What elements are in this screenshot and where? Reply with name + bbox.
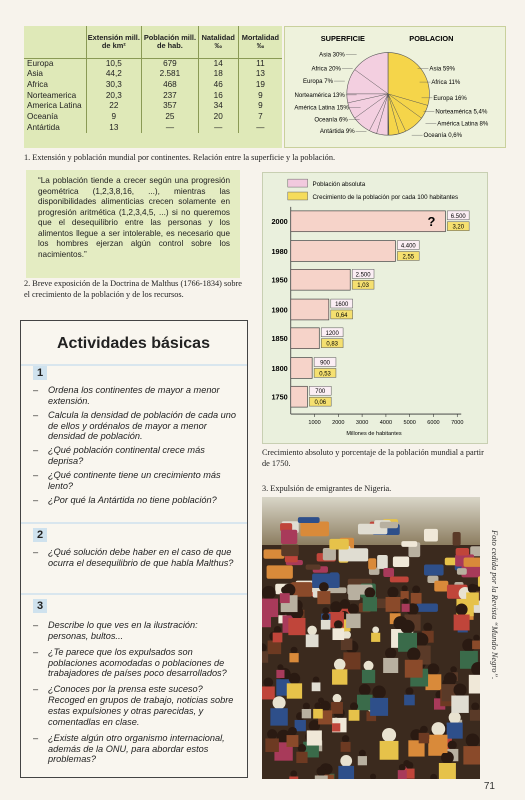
absolute-value-label: 4.400 [400,243,416,250]
divider [21,364,247,366]
extension-value: 9 [86,112,142,123]
absolute-value-label: 900 [320,360,331,367]
luggage-bundle [267,565,293,578]
luggage-bundle [456,548,469,555]
pie-population-label: Asia 59% [429,65,456,73]
continents-table [24,26,282,148]
person-body [262,616,271,628]
person-body [370,698,388,716]
pie-title-surface: SUPERFICIE [320,33,365,43]
continent-name: Oceanía [27,112,58,122]
person-head [342,735,349,742]
person-body [262,686,275,699]
pie-population-half [388,53,429,136]
person-head [359,684,371,696]
question-item: – ¿Por qué la Antártida no tiene población? [33,495,239,506]
x-tick-label: 6000 [427,419,440,426]
population-bar [291,299,329,320]
caption-chart: Crecimiento absoluto y porcentaje de la población mundial a partir de 1750. [262,448,484,468]
birthrate-value: 16 [198,91,238,102]
person-head [330,601,342,613]
person-head [334,659,346,671]
question-mark: ? [427,214,436,230]
person-body [470,710,480,721]
x-tick-label: 4000 [379,419,393,426]
luggage-bundle [298,517,320,523]
person-body [280,593,290,603]
photo-credit [489,530,503,770]
continent-name: Africa [27,79,48,89]
growth-value-label: 2,55 [402,254,415,261]
pie-surface-label: Oceanía 6% [314,116,348,124]
year-label: 1850 [271,334,288,344]
luggage-bundle [348,592,360,600]
question-item: – Describe lo que ves en la ilustración: personas, bultos... [33,620,239,642]
person-body [332,628,344,640]
pie-population-label: Oceanía 0,6% [423,132,463,140]
x-tick-label: 2000 [332,419,345,426]
photo-credit-text: Foto cedida por la Revista “Mundo Negro”. [490,530,499,680]
divider [21,522,247,524]
pie-surface [347,53,388,136]
year-label: 1750 [271,392,288,402]
person-body [302,709,311,718]
person-body [262,651,268,663]
extension-value: 10,5 [86,58,142,69]
population-value: 25 [142,112,199,123]
person-head [427,663,439,675]
luggage-bundle [368,558,376,569]
population-bar [291,211,446,232]
pie-surface-label: Antártida 9% [319,128,355,136]
pie-surface-label: América Latina 15% [294,104,349,112]
col-header-mortality: Mortalidad ‰ [238,26,282,58]
person-head [316,767,326,777]
mortality-value: 7 [238,112,282,123]
person-body [472,641,480,650]
person-body [402,604,410,612]
table-corner [24,26,86,58]
person-body [289,653,298,662]
person-body [405,660,423,678]
person-head [372,686,385,699]
x-tick-label: 5000 [403,419,416,426]
growth-value-label: 0,83 [326,341,338,348]
mortality-value: 9 [238,101,282,112]
person-body [317,591,330,604]
person-body [332,669,347,684]
person-head [406,762,414,770]
legend-absolute: Población absoluta [312,181,366,189]
person-body [341,742,351,752]
population-bar [291,358,312,379]
year-label: 1800 [271,363,288,373]
person-head [322,607,329,614]
person-body [404,695,415,706]
birthrate-value: — [198,123,238,134]
person-head [456,604,468,616]
person-head [441,751,454,764]
person-head [267,729,277,739]
person-head [288,727,297,736]
person-head [471,703,479,711]
pie-title-population: POBLACION [409,33,454,43]
luggage-bundle [453,532,461,545]
table-row [24,123,282,134]
person-body [341,639,352,650]
person-body [346,614,360,628]
person-head [453,683,466,696]
luggage-bundle [401,541,417,547]
person-head [466,733,480,747]
person-body [451,695,468,712]
luggage-bundle [300,522,329,537]
growth-value-label: 0,64 [335,312,348,319]
mortality-value: 13 [238,69,282,80]
luggage-bundle [393,557,409,567]
person-head [444,672,457,685]
mortality-value: — [238,123,282,134]
person-body [439,763,456,779]
luggage-bundle [306,564,321,569]
population-value: 357 [142,101,199,112]
person-head [449,711,461,723]
divider [21,593,247,595]
person-head [399,764,406,771]
person-body [401,591,409,599]
table-row [24,80,282,91]
person-body [429,735,447,753]
pie-population-label: Europa 16% [433,94,467,102]
person-body [358,756,367,765]
activities-box [20,320,248,778]
person-body [380,741,399,760]
person-head [303,703,310,710]
table-row [24,91,282,102]
person-body [411,593,422,604]
person-head [400,620,414,634]
photo-illustration [262,497,480,779]
page-number: 71 [483,781,495,792]
extension-value: 30,3 [86,80,142,91]
question-item: – ¿Existe algún otro organismo internacional, además de la ONU, para abordar estos problemas? [33,733,239,766]
absolute-value-label: 1200 [325,330,339,337]
person-body [287,683,302,698]
extension-value: 13 [86,123,142,134]
growth-value-label: 1,03 [357,283,369,290]
birthrate-value: 34 [198,101,238,112]
luggage-bundle [281,544,299,556]
person-head [364,587,375,598]
person-body [469,675,480,694]
x-tick-label: 3000 [355,419,369,426]
person-head [364,661,374,671]
question-item: – Calcula la densidad de población de cada uno de ellos y ordénalos de mayor a menor densidad de población. [33,410,239,443]
person-head [281,586,288,593]
population-bar [291,328,320,349]
population-growth-chart [262,172,488,444]
section-number-3: 3 [33,599,47,613]
person-body [289,777,298,779]
col-header-extension: Extensión mill. de km² [86,26,142,58]
continent-name: Europa [27,58,54,68]
luggage-bundle [457,568,467,575]
person-body [363,597,377,611]
year-label: 1900 [271,305,288,315]
person-body [313,709,323,719]
extension-value: 22 [86,101,142,112]
person-head [289,673,301,685]
activities-title: Actividades básicas [57,335,210,352]
person-head [291,647,298,654]
pie-chart-svg [285,27,505,147]
person-head [387,587,398,598]
person-body [398,770,407,779]
person-body [262,599,278,617]
population-value: 2.581 [142,69,199,80]
person-body [276,670,284,678]
malthus-quote: “La población tiende a crecer según una progresión geométrica (1,2,3,8,16, ...), mientras las disponibilidades alimenticias crecen solamente en progresión aritmética (1,2,3,4,5, ...) si no queremos que el desequilibrio entre las personas y los alimentos llegue a ser intolerable, es necesario que los hombres ejerzan algún control sobre los nacimientos.” [26,170,240,278]
year-label: 1950 [271,275,288,285]
person-body [454,614,470,630]
bar-chart-svg [263,173,487,443]
luggage-bundle [281,530,297,544]
question-item: – ¿Conoces por la prensa este suceso? Recoged en grupos de trabajo, noticias sobre estas expulsiones y otras parecidas, y comentadlas en clase. [33,684,239,727]
mortality-value: 19 [238,80,282,91]
person-body [287,735,299,747]
extension-value: 20,3 [86,91,142,102]
pie-surface-label: Africa 20% [311,65,341,73]
person-body [332,723,340,731]
questions-section-3 [33,620,239,770]
population-table [24,26,282,133]
person-head [423,623,432,632]
person-head [450,666,457,673]
person-head [448,741,457,750]
questions-section-1 [33,385,239,509]
question-item: – ¿Qué continente tiene un crecimiento más lento? [33,470,239,492]
person-body [463,746,480,764]
year-label: 1980 [271,246,288,256]
pie-surface-label: Europa 7% [302,78,334,86]
person-body [296,752,307,763]
absolute-value-label: 6.500 [450,213,466,220]
person-body [383,658,398,673]
person-body [268,641,282,655]
continent-name: Antártida [27,122,60,132]
person-body [371,633,380,642]
person-body [321,620,331,630]
luggage-bundle [417,604,438,612]
luggage-bundle [380,522,398,529]
person-head [350,702,358,710]
luggage-bundle [339,548,369,561]
person-body [331,702,343,714]
person-head [403,598,409,604]
question-item: – ¿Qué solución debe haber en el caso de que ocurra el desequilibrio de que habla Malthus? [33,547,239,569]
extension-value: 44,2 [86,69,142,80]
luggage-bundle [377,555,388,569]
birthrate-value: 20 [198,112,238,123]
question-item: – ¿Qué población continental crece más deprisa? [33,445,239,467]
person-head [402,585,408,591]
caption-1: 1. Extensión y población mundial por continentes. Relación entre la superficie y la población. [24,153,336,162]
person-body [273,633,283,643]
person-body [466,592,479,605]
person-head [263,678,273,688]
person-body [338,766,354,779]
continent-name: Norteamerica [27,90,77,100]
population-bar [291,386,308,407]
mortality-value: 9 [238,91,282,102]
mortality-value: 11 [238,58,282,69]
birthrate-value: 14 [198,58,238,69]
nigeria-emigrants-photo [262,497,480,779]
luggage-bundle [330,572,339,583]
col-header-birthrate: Natalidad ‰ [198,26,238,58]
luggage-bundle [424,564,444,575]
x-axis-label: Millones de habitantes [346,430,402,437]
pie-surface-label: Asia 30% [319,51,345,59]
x-tick-label: 7000 [451,419,464,426]
surface-population-pie-charts [284,26,506,148]
person-head [333,718,339,724]
person-head [319,582,329,592]
person-head [382,728,396,742]
person-head [333,694,342,703]
luggage-bundle [390,576,409,582]
caption-3: 3. Expulsión de emigrantes de Nigeria. [262,484,392,493]
growth-value-label: 3,20 [452,224,465,231]
person-body [270,708,287,725]
birthrate-value: 46 [198,80,238,91]
person-body [315,775,328,779]
person-head [473,635,479,641]
legend-growth: Crecimiento de la población por cada 100 habitantes [312,193,459,201]
person-head [385,648,396,659]
person-head [322,613,329,620]
col-header-population: Población mill. de hab. [142,26,199,58]
person-head [431,722,445,736]
luggage-bundle [464,557,480,566]
person-head [277,664,283,670]
population-value: — [142,123,199,134]
continent-name: America Latina [27,101,82,111]
person-head [313,676,320,683]
person-head [334,620,343,629]
population-value: 237 [142,91,199,102]
person-head [420,726,428,734]
questions-section-2 [33,547,239,572]
population-value: 468 [142,80,199,91]
x-tick-label: 1000 [308,419,321,426]
person-head [262,586,276,600]
question-item: – ¿Te parece que los expulsados son poblaciones acomodadas o poblaciones de trabajadores de países poco desarrollados? [33,647,239,680]
absolute-value-label: 2.500 [355,272,371,279]
luggage-bundle [434,581,448,592]
question-item: – Ordena los continentes de mayor a menor extensión. [33,385,239,407]
absolute-value-label: 700 [315,389,326,396]
person-head [372,626,379,633]
table-row [24,69,282,80]
person-body [288,618,305,635]
person-head [468,584,478,594]
table-row [24,101,282,112]
person-head [290,770,297,777]
table-row [24,58,282,69]
growth-value-label: 0,53 [319,371,331,378]
person-head [405,687,413,695]
person-body [362,670,375,683]
population-bar [291,241,396,262]
person-head [340,755,352,767]
pie-population-label: Norteamérica 5,4% [435,108,488,116]
section-number-2: 2 [33,528,47,542]
luggage-bundle [329,539,348,550]
birthrate-value: 18 [198,69,238,80]
caption-2: 2. Breve exposición de la Doctrina de Malthus (1766-1834) sobre el crecimiento de la población y de los recursos. [24,279,242,299]
table-row [24,112,282,123]
pie-surface-label: Norteamérica 13% [294,91,345,99]
absolute-value-label: 1600 [335,302,349,309]
person-head [307,626,317,636]
pie-population [388,53,429,136]
legend-swatch-growth [288,192,308,200]
person-body [349,710,360,721]
person-body [312,682,321,691]
pie-population-label: América Latina 8% [437,120,489,128]
person-head [407,648,420,661]
person-head [298,744,306,752]
person-body [419,733,429,743]
legend-swatch-absolute [288,179,308,187]
year-label: 2000 [271,217,288,227]
section-number-1: 1 [33,366,47,380]
luggage-bundle [323,548,336,560]
pie-population-label: Africa 11% [431,79,461,87]
person-body [307,730,322,745]
person-body [447,723,463,739]
person-body [386,597,401,612]
person-head [273,696,286,709]
continent-name: Asia [27,69,43,79]
person-head [412,586,420,594]
population-bar [291,269,350,290]
population-value: 679 [142,58,199,69]
person-body [306,634,319,647]
person-head [314,702,321,709]
luggage-bundle [424,529,438,542]
person-body [343,652,360,669]
luggage-bundle [383,568,394,577]
growth-value-label: 0,06 [314,400,327,407]
person-head [348,604,359,615]
person-head [274,626,281,633]
person-body [265,738,279,752]
person-head [359,750,366,757]
